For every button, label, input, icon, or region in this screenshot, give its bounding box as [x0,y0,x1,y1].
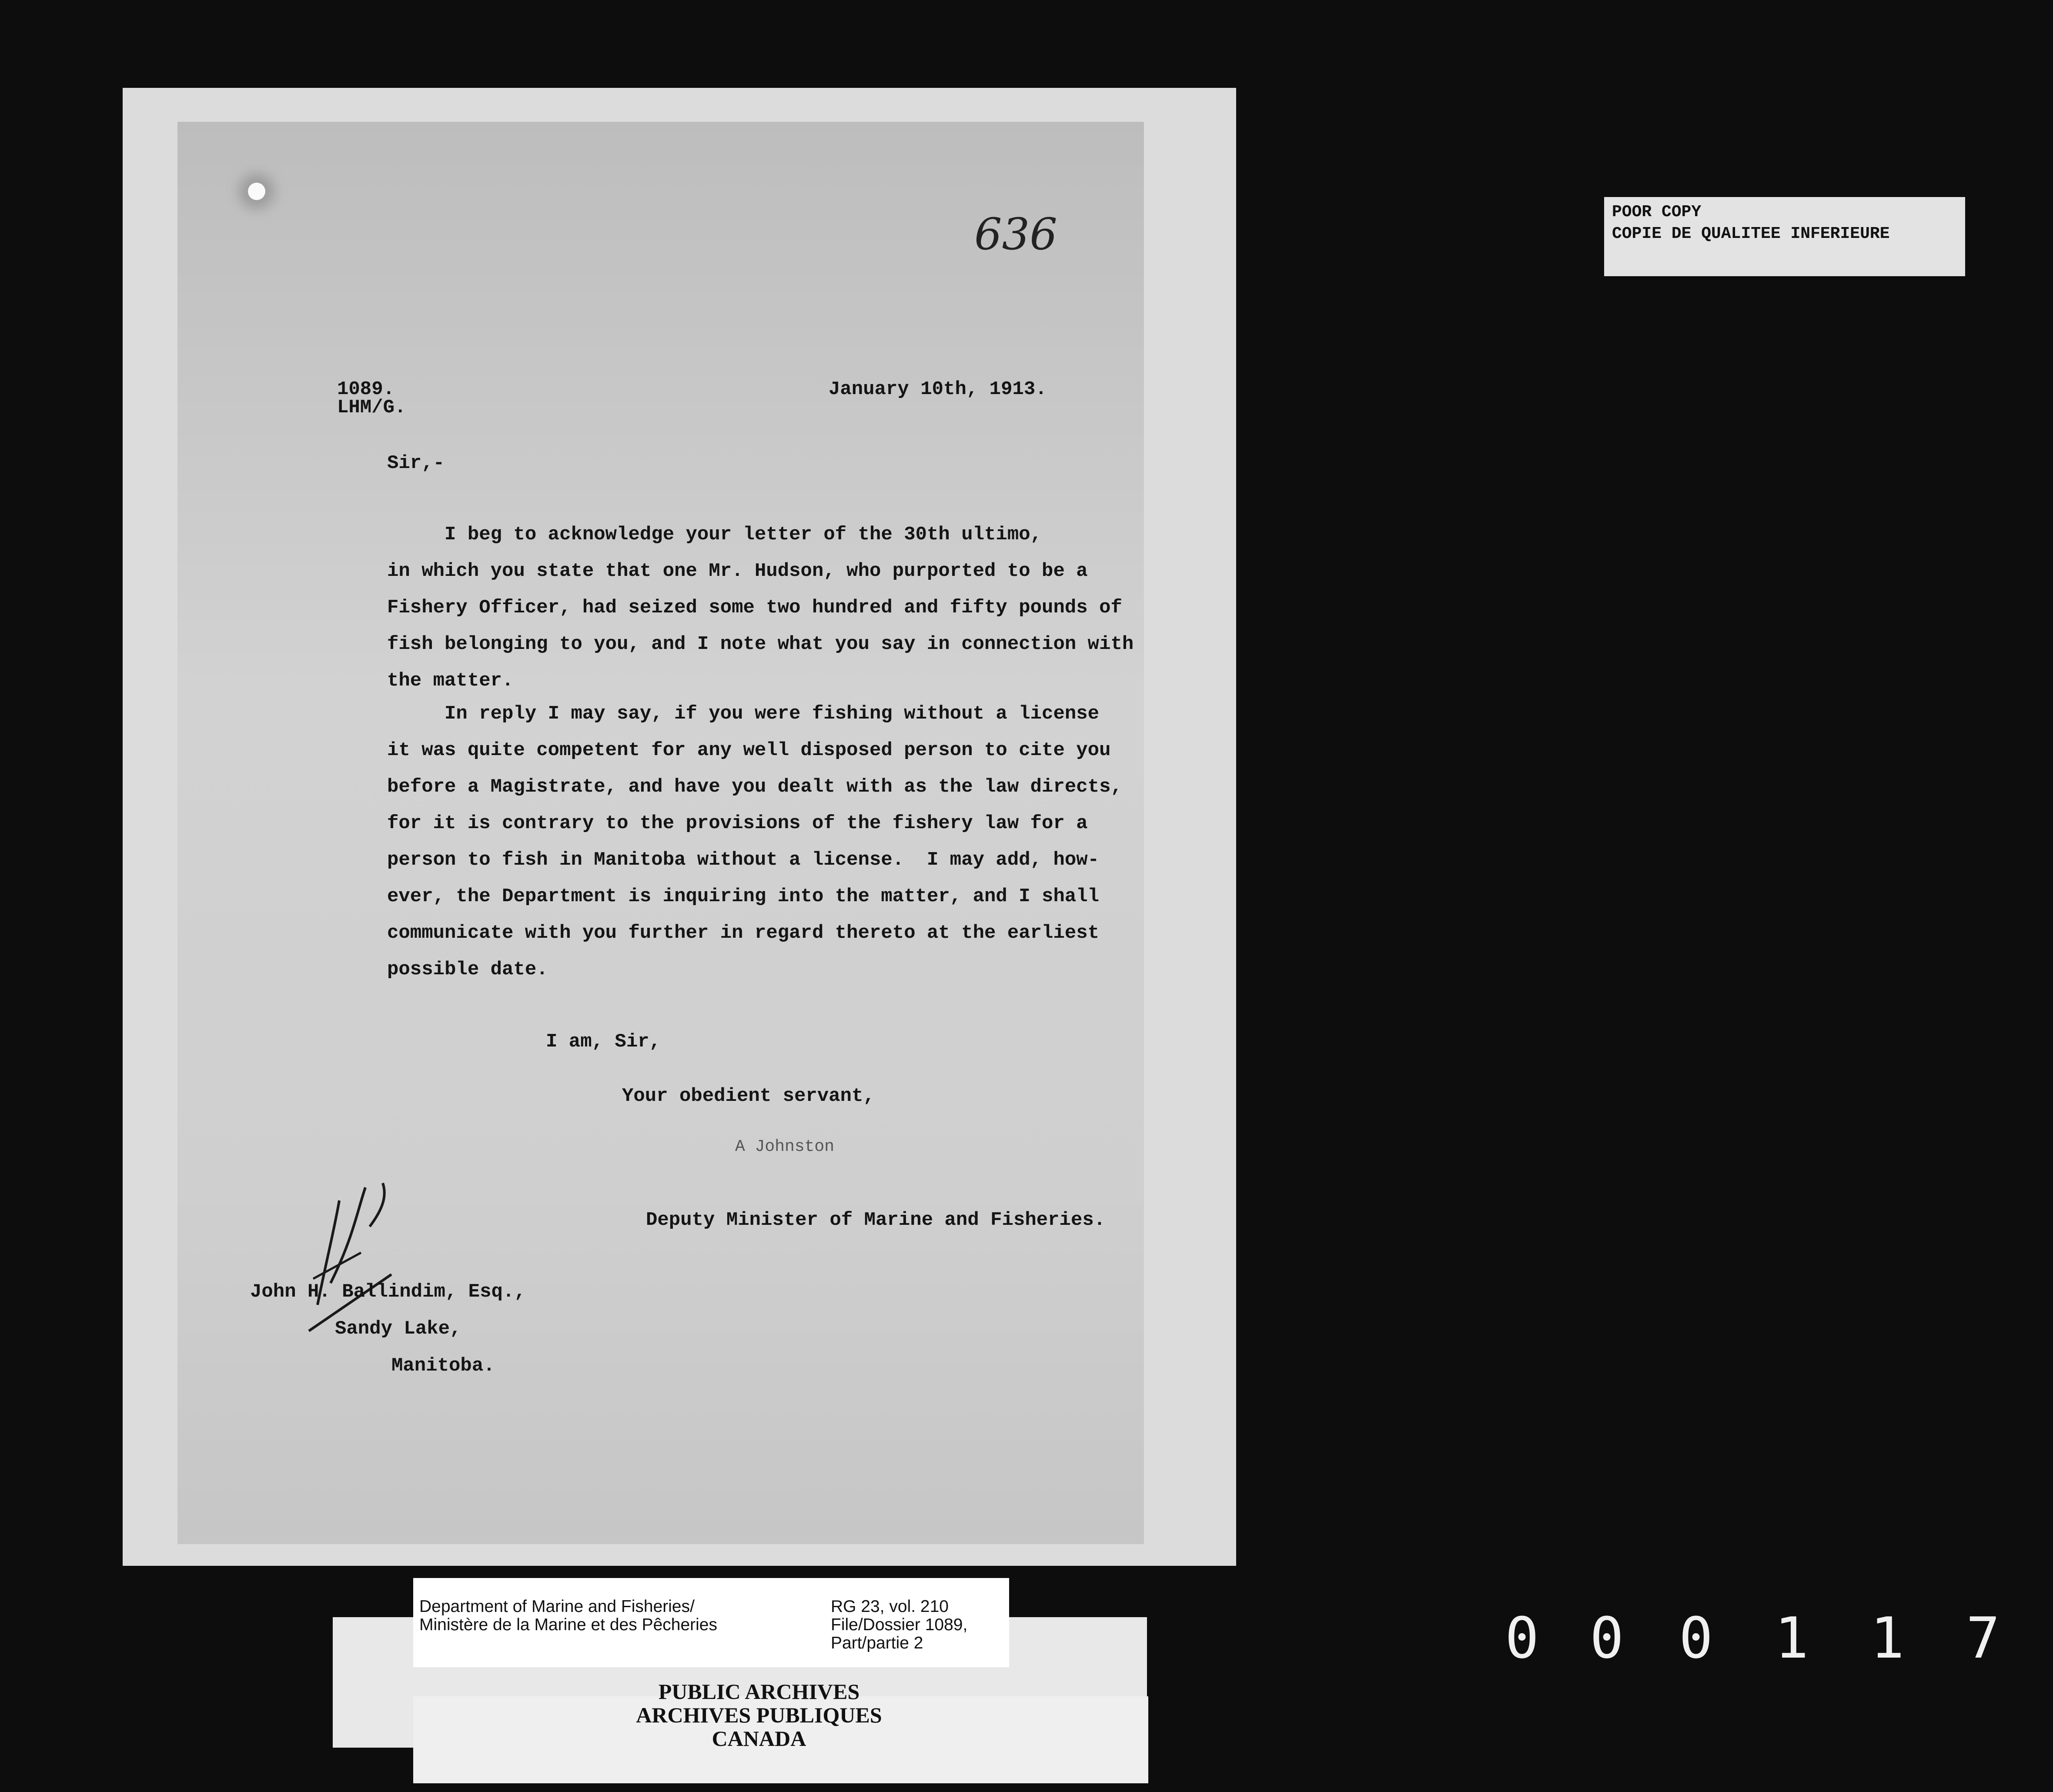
reference-initials: LHM/G. [337,397,406,418]
body-line: before a Magistrate, and have you dealt with as the law directs, [387,776,1122,798]
archives-line: ARCHIVES PUBLIQUES [636,1703,882,1727]
body-line: In reply I may say, if you were fishing without a license [387,703,1100,725]
record-group: RG 23, vol. 210 [831,1597,949,1616]
department-fr: Ministère de la Marine et des Pêcheries [419,1615,717,1634]
handwritten-initials [300,1174,396,1340]
salutation: Sir,- [387,452,445,474]
part-partie: Part/partie 2 [831,1634,923,1652]
stamp-line: POOR COPY [1612,203,1702,221]
closing-servant: Your obedient servant, [622,1085,875,1107]
body-line: it was quite competent for any well disposed person to cite you [387,739,1111,761]
file-dossier: File/Dossier 1089, [831,1615,968,1634]
letter-date: January 10th, 1913. [829,378,1047,400]
frame-digit: 1 [1870,1605,1905,1671]
archives-name [578,1680,940,1750]
body-line: in which you state that one Mr. Hudson, who purported to be a [387,560,1088,582]
signer-name: A Johnston [735,1137,835,1156]
body-line: the matter. [387,670,514,692]
archive-reference-label [413,1578,1009,1667]
archives-line: PUBLIC ARCHIVES [658,1679,860,1704]
file-number: 1089. [337,378,395,400]
department-en: Department of Marine and Fisheries/ [419,1597,695,1616]
stamp-line: COPIE DE QUALITEE INFERIEURE [1612,224,1890,243]
body-line: for it is contrary to the provisions of the fishery law for a [387,812,1088,834]
frame-digit: 1 [1775,1605,1809,1671]
frame-digit: 0 [1505,1605,1539,1671]
handwritten-page-number: 636 [974,209,1057,260]
archives-line: CANADA [712,1726,806,1751]
signer-title: Deputy Minister of Marine and Fisheries. [646,1209,1106,1231]
body-line: fish belonging to you, and I note what you say in connection with [387,633,1134,655]
poor-copy-stamp [1604,197,1965,276]
addressee-name: John H. Ballindim, Esq., [250,1281,526,1303]
body-line: possible date. [387,959,548,980]
body-line: I beg to acknowledge your letter of the 30th ultimo, [387,524,1042,545]
addressee-city: Sandy Lake, [335,1318,461,1340]
addressee-province: Manitoba. [391,1355,495,1377]
body-line: communicate with you further in regard thereto at the earliest [387,922,1100,944]
body-line: person to fish in Manitoba without a license. I may add, how- [387,849,1100,871]
punch-hole [248,183,265,200]
closing: I am, Sir, [546,1031,661,1053]
frame-digit: 0 [1679,1605,1713,1671]
body-line: Fishery Officer, had seized some two hundred and fifty pounds of [387,597,1122,619]
body-line: ever, the Department is inquiring into the matter, and I shall [387,886,1100,907]
frame-digit: 7 [1966,1605,2000,1671]
frame-digit: 0 [1590,1605,1624,1671]
